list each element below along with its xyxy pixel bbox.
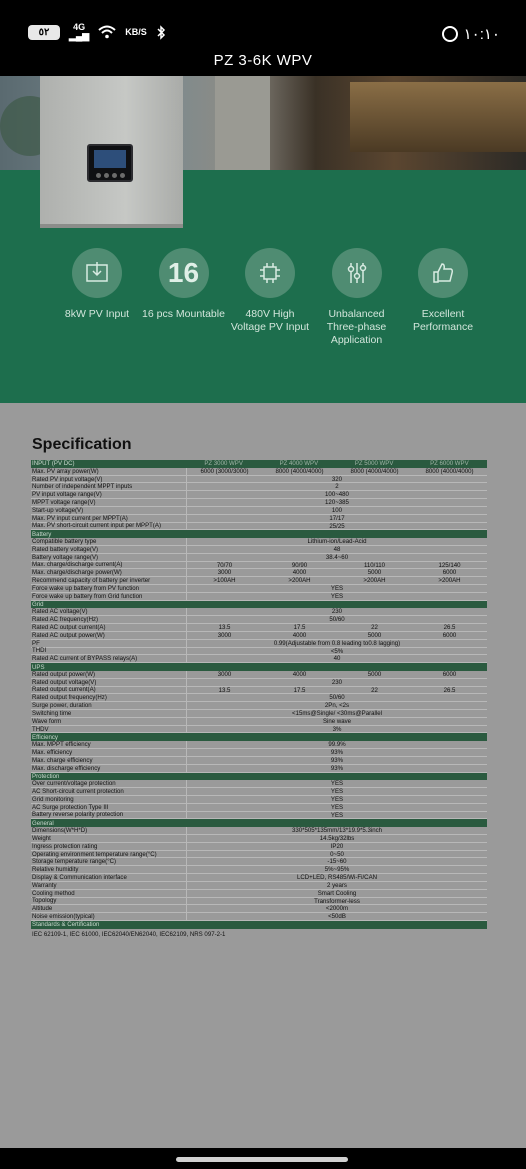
spec-value: >200AH <box>438 577 461 585</box>
spec-value: 17/17 <box>329 514 345 522</box>
network-indicator: 4G ▂▄▆ <box>69 22 90 41</box>
spec-label: Warranty <box>32 881 57 889</box>
spec-row <box>31 655 487 663</box>
spec-label: Surge power, duration <box>32 702 92 710</box>
spec-row <box>31 804 487 812</box>
spec-label: THDV <box>32 725 49 733</box>
spec-row <box>31 812 487 820</box>
spec-value: 4000 <box>292 631 307 639</box>
whatsapp-icon <box>442 26 458 42</box>
section-name: Standards & Certification <box>32 921 100 929</box>
spec-row <box>31 913 487 921</box>
section-name: UPS <box>32 663 45 671</box>
spec-row <box>31 538 487 546</box>
spec-value: 4000 <box>292 670 307 678</box>
feature-item: 8kW PV Input <box>55 248 139 347</box>
spec-value: 8000 (4000/4000) <box>425 467 474 475</box>
spec-value: LCD+LED, RS485/Wi-Fi/CAN <box>296 874 378 882</box>
spec-value: 5000 <box>367 670 382 678</box>
spec-value: >200AH <box>288 577 311 585</box>
spec-value: 25/25 <box>329 522 345 530</box>
spec-row <box>31 515 487 523</box>
spec-label: Max. PV array power(W) <box>32 467 99 475</box>
spec-row <box>31 718 487 726</box>
spec-row <box>31 890 487 898</box>
spec-label: MPPT voltage range(V) <box>32 498 96 506</box>
spec-value: 26.5 <box>443 624 456 632</box>
spec-value: 320 <box>331 475 343 483</box>
section-name: Battery <box>32 530 52 538</box>
wifi-icon <box>98 25 116 39</box>
spec-value: 8000 (4000/4000) <box>275 467 324 475</box>
spec-label: Number of independent MPPT inputs <box>32 483 133 491</box>
spec-row <box>31 562 487 570</box>
battery-icon: ٥٢ <box>28 25 60 40</box>
spec-label: Altitude <box>32 905 53 913</box>
spec-value: 3000 <box>217 631 232 639</box>
spec-value: 17.5 <box>293 686 306 694</box>
spec-row <box>31 507 487 515</box>
spec-row <box>31 710 487 718</box>
spec-section-header <box>31 733 487 741</box>
spec-label: Dimensions(W*H*D) <box>32 827 88 835</box>
spec-value: Lithium-ion/Lead-Acid <box>307 538 367 546</box>
spec-label: AC Surge protection Type III <box>32 803 109 811</box>
spec-label: Compatible battery type <box>32 538 97 546</box>
spec-row <box>31 835 487 843</box>
product-banner <box>0 76 526 403</box>
spec-value: 230 <box>331 678 343 686</box>
spec-value: 3000 <box>217 670 232 678</box>
spec-value: IP20 <box>330 842 344 850</box>
spec-label: Relative humidity <box>32 866 79 874</box>
spec-label: Rated AC current of BYPASS relays(A) <box>32 655 138 663</box>
spec-label: Rated output frequency(Hz) <box>32 694 107 702</box>
spec-row <box>31 788 487 796</box>
spec-row <box>31 648 487 656</box>
spec-value: 0.99(Adjustable from 0.8 leading to0.8 lagging) <box>273 639 401 647</box>
spec-label: Force wake up battery from Grid function <box>32 592 143 600</box>
spec-value: 90/90 <box>291 561 308 569</box>
spec-label: PV input voltage range(V) <box>32 491 102 499</box>
spec-row <box>31 749 487 757</box>
certifications: IEC 62109-1, IEC 61000, IEC62040/EN62040, IEC62109, NRS 097-2-1 <box>32 930 226 938</box>
spec-value: >200AH <box>363 577 386 585</box>
spec-section-header <box>31 819 487 827</box>
spec-row <box>31 671 487 679</box>
spec-value: YES <box>330 780 344 788</box>
spec-label: Max. charge/discharge power(W) <box>32 569 122 577</box>
spec-label: Storage temperature range(°C) <box>32 858 117 866</box>
spec-label: Max. MPPT efficiency <box>32 741 91 749</box>
spec-row <box>31 624 487 632</box>
spec-row <box>31 679 487 687</box>
spec-label: Rated output power(W) <box>32 670 95 678</box>
spec-label: Max. discharge efficiency <box>32 764 101 772</box>
spec-row <box>31 757 487 765</box>
spec-label: Ingress protection rating <box>32 842 98 850</box>
section-name: INPUT (PV DC) <box>32 460 75 468</box>
spec-value: 93% <box>330 756 344 764</box>
spec-value: 100~480 <box>325 491 349 499</box>
spec-label: Rated PV input voltage(V) <box>32 475 103 483</box>
spec-row <box>31 851 487 859</box>
spec-label: Rated output current(A) <box>32 686 96 694</box>
navigation-bar <box>0 1148 526 1169</box>
spec-row <box>31 640 487 648</box>
spec-label: Force wake up battery from PV function <box>32 584 140 592</box>
spec-value: 5%~95% <box>324 866 350 874</box>
spec-label: Noise emission(typical) <box>32 913 95 921</box>
spec-value: 93% <box>330 749 344 757</box>
section-name: Efficiency <box>32 733 58 741</box>
feature-item: Unbalanced Three-phase Application <box>315 248 399 347</box>
spec-label: Weight <box>32 834 51 842</box>
spec-row <box>31 577 487 585</box>
spec-section-header <box>31 663 487 671</box>
spec-value: 6000 <box>442 631 457 639</box>
spec-row <box>31 491 487 499</box>
spec-value: 2Pn, <2s <box>324 702 350 710</box>
spec-label: THDI <box>32 647 47 655</box>
inverter-display <box>87 144 133 182</box>
spec-value: 50/60 <box>329 694 345 702</box>
spec-value: 2 years <box>327 881 347 889</box>
spec-section-header <box>31 921 487 929</box>
spec-value: 2 <box>335 483 339 491</box>
spec-value: 120~385 <box>325 499 349 507</box>
status-bar <box>0 0 526 46</box>
spec-value: Transformer-less <box>314 897 360 905</box>
spec-label: Rated AC frequency(Hz) <box>32 616 99 624</box>
spec-row <box>31 483 487 491</box>
page-title: PZ 3-6K WPV <box>0 46 526 76</box>
spec-value: Smart Cooling <box>317 889 357 897</box>
spec-value: 70/70 <box>216 561 233 569</box>
feature-item: 16 16 pcs Mountable <box>142 248 226 347</box>
spec-value: 6000 <box>442 670 457 678</box>
sliders-icon <box>332 248 382 298</box>
spec-value: 40 <box>333 655 341 663</box>
spec-label: Recommend capacity of battery per inverter <box>32 577 151 585</box>
spec-row <box>31 726 487 734</box>
spec-row <box>31 585 487 593</box>
spec-row <box>31 608 487 616</box>
section-name: General <box>32 819 54 827</box>
section-name: Grid <box>32 601 44 609</box>
bluetooth-icon <box>156 25 166 40</box>
spec-value: 330*505*135mm/13*19.9*5.3inch <box>291 827 383 835</box>
spec-row <box>31 843 487 851</box>
spec-section-header <box>31 460 487 468</box>
spec-row <box>31 765 487 773</box>
spec-value: 100 <box>331 506 343 514</box>
spec-row <box>31 898 487 906</box>
spec-value: YES <box>330 795 344 803</box>
spec-label: Start-up voltage(V) <box>32 506 84 514</box>
spec-value: <5% <box>330 647 344 655</box>
spec-section-header <box>31 601 487 609</box>
spec-label: Rated AC output current(A) <box>32 623 106 631</box>
spec-value: 3000 <box>217 569 232 577</box>
spec-title: Specification <box>32 436 132 453</box>
spec-row <box>31 523 487 531</box>
spec-row <box>31 468 487 476</box>
spec-value: 6000 (3000/3000) <box>200 467 249 475</box>
spec-row <box>31 499 487 507</box>
spec-value: 13.5 <box>218 686 231 694</box>
spec-label: Max. efficiency <box>32 748 73 756</box>
spec-label: Grid monitoring <box>32 795 74 803</box>
spec-value: 6000 <box>442 569 457 577</box>
spec-label: Max. charge/discharge current(A) <box>32 561 123 569</box>
data-speed: KB/S <box>125 26 147 37</box>
spec-row <box>31 741 487 749</box>
spec-section-header <box>31 773 487 781</box>
spec-label: Battery voltage range(V) <box>32 553 99 561</box>
spec-table <box>31 460 487 938</box>
spec-label: Cooling method <box>32 889 75 897</box>
spec-label: Display & Communication interface <box>32 873 127 881</box>
model-header: PZ 5000 WPV <box>354 460 394 467</box>
spec-row <box>31 687 487 695</box>
spec-value: 110/110 <box>363 561 386 569</box>
pv-input-icon <box>72 248 122 298</box>
spec-label: Operating environment temperature range(°C) <box>32 850 157 858</box>
spec-value: <15ms@Single/ <30ms@Parallel <box>292 710 382 717</box>
spec-label: AC Short-circuit current protection <box>32 788 124 796</box>
spec-value: 13.5 <box>218 624 231 632</box>
spec-row <box>31 546 487 554</box>
spec-value: YES <box>330 803 344 811</box>
model-header: PZ 3000 WPV <box>204 460 243 467</box>
spec-value: 48 <box>333 545 341 553</box>
spec-row <box>31 905 487 913</box>
spec-row <box>31 796 487 804</box>
spec-label: Topology <box>32 897 57 905</box>
spec-label: Rated AC output power(W) <box>32 631 105 639</box>
spec-label: Rated output voltage(V) <box>32 678 97 686</box>
spec-value: 3% <box>332 725 342 733</box>
feature-list <box>55 248 485 347</box>
spec-row <box>31 858 487 866</box>
spec-value: YES <box>330 788 344 796</box>
spec-label: Rated AC voltage(V) <box>32 608 88 616</box>
spec-label: Switching time <box>32 709 72 717</box>
clock: ١٠:١٠ <box>463 26 500 43</box>
spec-label: Rated battery voltage(V) <box>32 545 99 553</box>
spec-value: 38.4~60 <box>325 553 349 561</box>
spec-value: 5000 <box>367 569 382 577</box>
specification-page <box>0 403 526 1148</box>
model-header: PZ 6000 WPV <box>430 460 469 467</box>
spec-value: Sine wave <box>322 717 352 725</box>
spec-value: YES <box>330 585 344 592</box>
spec-value: YES <box>330 592 344 600</box>
spec-value: -15~60 <box>327 858 347 866</box>
spec-section-header <box>31 530 487 538</box>
spec-value: 22 <box>371 624 378 632</box>
spec-value: 22 <box>371 686 378 694</box>
spec-label: Max. charge efficiency <box>32 756 93 764</box>
spec-row <box>31 866 487 874</box>
spec-label: Wave form <box>32 717 62 725</box>
home-indicator[interactable] <box>176 1157 348 1162</box>
spec-value: <2000m <box>325 905 349 913</box>
spec-value: YES <box>330 811 344 819</box>
spec-row <box>31 554 487 562</box>
spec-value: 4000 <box>292 569 307 577</box>
spec-row <box>31 827 487 835</box>
spec-row <box>31 780 487 788</box>
spec-row <box>31 882 487 890</box>
spec-row <box>31 569 487 577</box>
feature-item: 480V High Voltage PV Input <box>228 248 312 347</box>
spec-value: 0~50 <box>330 850 344 858</box>
spec-value: 5000 <box>367 631 382 639</box>
spec-row <box>31 632 487 640</box>
spec-row <box>31 874 487 882</box>
spec-value: 14.5kg/32lbs <box>319 835 355 842</box>
spec-value: 93% <box>330 764 344 772</box>
section-name: Protection <box>32 772 60 780</box>
spec-row <box>31 476 487 484</box>
spec-label: Max. PV input current per MPPT(A) <box>32 514 128 522</box>
spec-value: <50dB <box>328 913 346 921</box>
spec-value: 50/60 <box>329 616 345 624</box>
spec-value: 99.9% <box>328 741 346 749</box>
spec-value: 125/140 <box>438 561 461 569</box>
spec-label: PF <box>32 639 40 647</box>
chip-icon <box>245 248 295 298</box>
spec-value: 17.5 <box>293 624 306 632</box>
spec-value: 8000 (4000/4000) <box>350 467 399 475</box>
spec-value: >100AH <box>213 577 236 585</box>
spec-row <box>31 616 487 624</box>
spec-row <box>31 702 487 710</box>
spec-label: Over current/voltage protection <box>32 780 116 788</box>
inverter-image <box>40 76 183 228</box>
spec-label: Max. PV short-circuit current input per MPPT(A) <box>32 522 162 530</box>
mountable-count: 16 <box>159 248 209 298</box>
spec-row <box>31 593 487 601</box>
thumbs-up-icon <box>418 248 468 298</box>
spec-value: 230 <box>331 608 343 616</box>
model-header: PZ 4000 WPV <box>279 460 319 467</box>
spec-value: 26.5 <box>443 686 456 694</box>
feature-item: Excellent Performance <box>401 248 485 347</box>
spec-label: Battery reverse polarity protection <box>32 811 124 819</box>
spec-row <box>31 694 487 702</box>
